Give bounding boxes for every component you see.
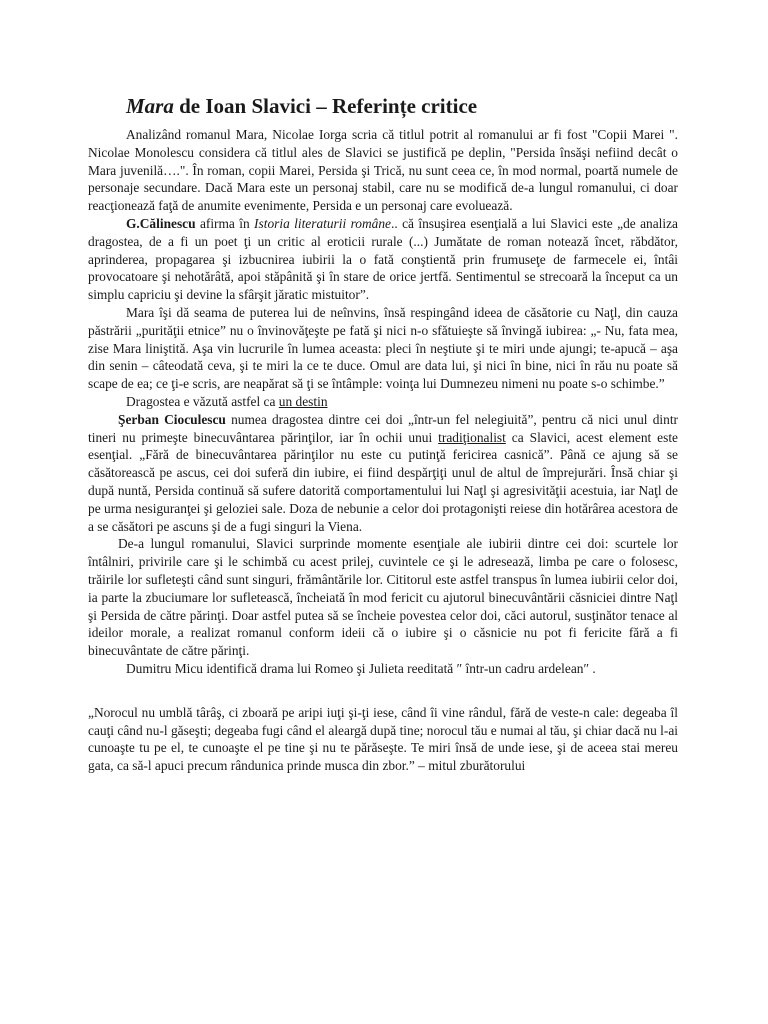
paragraph-text: ca Slavici, acest element este esenţial. „Fără de binecuvântarea părinţilor nu este cu putinţă fericirea casnică”. Până ce ajung să se căsătorească pe ascus, cei doi suferă din iubire, ei fiind despărţiţi unul de altul de împrejurări. Însă chiar şi după nuntă, Persida continuă să sufere datorită comportamentului lui Naţl şi agresivităţii acestuia, iar Naţl de pe urma nesiguranţei şi geloziei sale. Doza de nebunie a celor doi protagonişti reiese din hotărârea acestora de a se căsători pe ascuns şi de a fugi singuri la Viena.: [88, 429, 679, 534]
paragraph-micu: Dumitru Micu identifică drama lui Romeo şi Julieta reeditată ″ într-un cadru ardelean″ .: [126, 660, 596, 676]
paragraph-iorga: Analizând romanul Mara, Nicolae Iorga scria că titlul potrit al romanului ar fi fost "Copii Marei ". Nicolae Monolescu considera că titlul ales de Slavici se justifică pe deplin, "Persida însăşi nefiind decât o Mara juvenilă….". În roman, copii Marei, Persida şi Trică, nu sunt ceea ce, în mod normal, poartă numele de personaje secundare. Dacă Mara este un personaj stabil, care nu se modifică de-a lungul romanului, ci doar reacţionează faţă de anumite evenimente, Persida e un personaj care evoluează.: [88, 127, 678, 214]
paragraph-calinescu: [88, 215, 678, 304]
spacer: [88, 678, 678, 704]
document-body: [88, 126, 678, 775]
title-work: Mara: [126, 94, 174, 118]
paragraph-iubire: De-a lungul romanului, Slavici surprinde momente esenţiale ale iubirii dintre cei doi: scurtele lor întâlniri, privirile care şi le schimbă cu acest prilej, cuvintele ce şi le adresează, limba pe care o folosesc, trăirile lor sufleteşti când sunt singuri, frământările lor. Cititorul este astfel transpus în lumea iubirii celor doi, ia parte la zbuciumare lor sufletească, încheiată în mod fericit cu ajutorul binecuvântării căsniciei dintre Naţl şi Persida de către părinţi. Doar astfel putea să se încheie povestea celor doi, căci autorul, susţinător tenace al ideilor morale, a realizat romanul conform ideii că o iubire şi o căsnicie nu pot fi fericite fără a fi binecuvântate de către părinţi.: [88, 536, 678, 659]
underlined-term: un destin: [278, 393, 328, 409]
paragraph-cioculescu: [88, 411, 678, 536]
author-name-calinescu: G.Călinescu: [126, 215, 196, 231]
paragraph-text: numea dragostea dintre cei doi „într-un fel nelegiuită”, pentru că nici unul dintr tineri nu primeşte binecuvântarea părinţilor, iar în ochii unui: [88, 411, 679, 445]
book-title: Istoria literaturii române: [254, 215, 392, 231]
document-title: [126, 92, 477, 120]
paragraph-text: .. că însuşirea esenţială a lui Slavici este „de analiza dragostea, de a fi un poet ţi un critic al eroticii rurale (...) Jumătate de roman notează încet, răbdător, aprinderea, propagarea şi izbucnirea iubirii la o fată conştientă prin frumuseţe de farmecele ei, întâi provocatoare şi nehotărâtă, apoi stăpânită şi în stare de orice jertfă. Sentimentul se strecoară la început ca un simplu capriciu şi devine la sfârşit jăratic mistuitor”.: [88, 215, 678, 303]
paragraph-mara: Mara îşi dă seama de puterea lui de neînvins, însă respingând ideea de căsătorie cu Naţl, din cauza păstrării „purităţii etnice” nu o învinovăţeşte pe fată şi nici n-o sfătuieşte să învingă iubirea: „- Nu, fata mea, zise Mara liniştită. Aşa vin lucrurile în lumea aceasta: pleci în neştiute şi te miri unde ajungi; te-apucă – aşa din senin – câteodată ceva, şi te miri la ce te duce. Omul are data lui, şi nici în bine, nici în rău nu poate să scape de ea; ce ţi-e scris, are neapărat să ţi se întâmple: voinţa lui Dumnezeu nimeni nu poate s-o schimbe.”: [88, 304, 678, 392]
title-rest: de Ioan Slavici – Referințe critice: [173, 94, 478, 118]
paragraph-destin: [88, 393, 678, 411]
paragraph-text: afirma în: [195, 215, 255, 231]
quote-norocul: „Norocul nu umblă târâş, ci zboară pe aripi iuţi şi-ţi iese, când îi vine rândul, fără de veste-n cale: degeaba îl cauţi când nu-l găseşti; degeaba fugi când el aleargă după tine; norocul tău e numai al tău, şi chiar dacă nu l-ai cunoaşte tu pe el, te cunoaşte el pe tine şi nu te părăseşte. Te miri însă de unde iese, şi de aceea stai mereu gata, ca să-l apuci precum rândunica prinde musca din zbor.” – mitul zburătorului: [88, 704, 678, 774]
author-name-cioculescu: Şerban Cioculescu: [118, 411, 226, 427]
underlined-term: tradiţionalist: [438, 429, 506, 445]
paragraph-text: Dragostea e văzută astfel ca: [126, 393, 279, 409]
